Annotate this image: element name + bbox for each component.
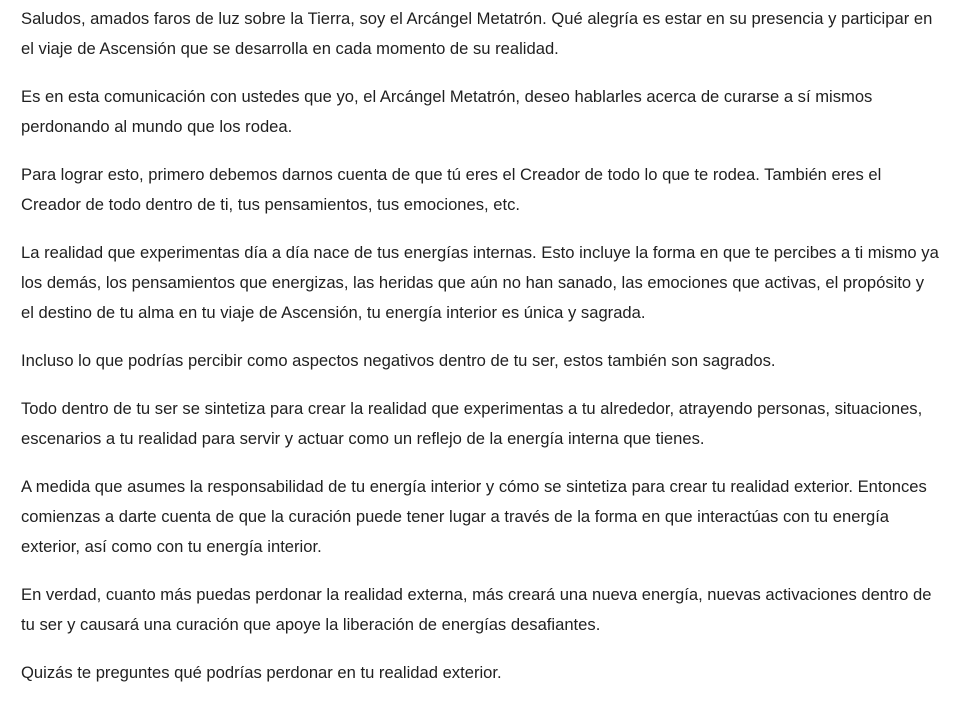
paragraph-greeting: Saludos, amados faros de luz sobre la Tierra, soy el Arcángel Metatrón. Qué alegría es estar en su presencia y participar en el viaje de Ascensión que se desarrolla en cada momento de su realidad. — [21, 9, 933, 58]
paragraph-communication: Es en esta comunicación con ustedes que yo, el Arcángel Metatrón, deseo hablarles acerca de curarse a sí mismos perdonando al mundo que los rodea. — [21, 87, 873, 136]
paragraph-creator: Para lograr esto, primero debemos darnos cuenta de que tú eres el Creador de todo lo que te rodea. También eres el Creador de todo dentro de ti, tus pensamientos, tus emociones, etc. — [21, 165, 882, 214]
paragraph-inner-energies: La realidad que experimentas día a día nace de tus energías internas. Esto incluye la forma en que te percibes a ti mismo ya los demás, los pensamientos que energizas, las heridas que aún no han sanado, las emociones que activas, el propósito y el destino de tu alma en tu viaje de Ascensión, tu energía interior es única y sagrada. — [21, 243, 939, 322]
paragraph-negative-aspects: Incluso lo que podrías percibir como aspectos negativos dentro de tu ser, estos también son sagrados. — [21, 351, 776, 370]
article-body — [21, 4, 941, 706]
paragraph-forgiveness: En verdad, cuanto más puedas perdonar la realidad externa, más creará una nueva energía, nuevas activaciones dentro de tu ser y causará una curación que apoye la liberación de energías desafiantes. — [21, 585, 932, 634]
paragraph-question: Quizás te preguntes qué podrías perdonar en tu realidad exterior. — [21, 663, 502, 682]
paragraph-responsibility: A medida que asumes la responsabilidad de tu energía interior y cómo se sintetiza para crear tu realidad exterior. Entonces comienzas a darte cuenta de que la curación puede tener lugar a través de la forma en que interactúas con tu energía exterior, así como con tu energía interior. — [21, 477, 927, 556]
paragraph-synthesis: Todo dentro de tu ser se sintetiza para crear la realidad que experimentas a tu alrededor, atrayendo personas, situaciones, escenarios a tu realidad para servir y actuar como un reflejo de la energía interna que tienes. — [21, 399, 923, 448]
